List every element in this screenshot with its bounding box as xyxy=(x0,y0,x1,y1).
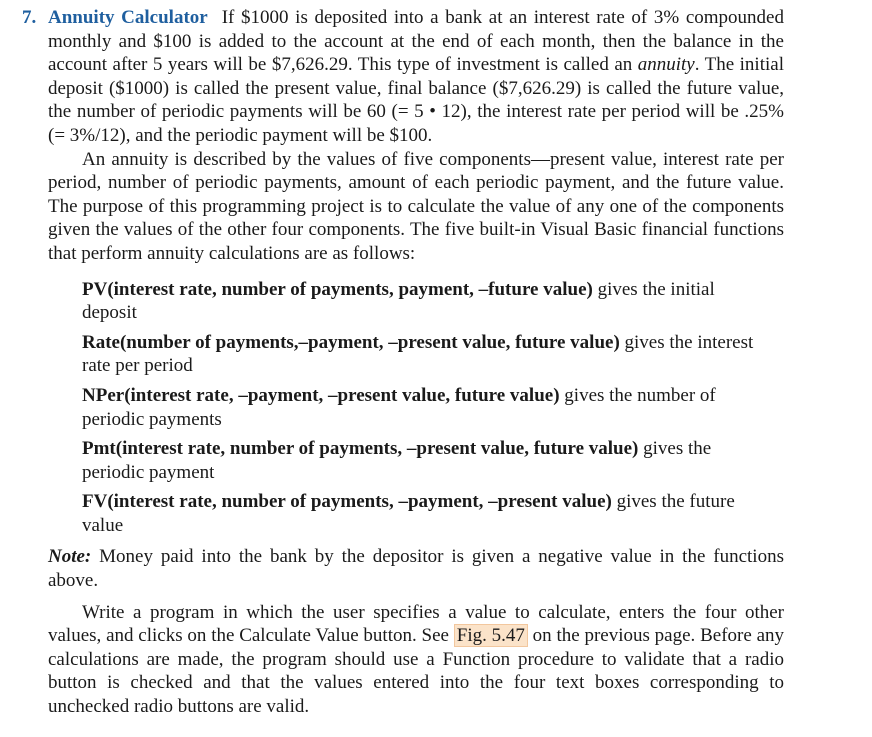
function-signature: PV(interest rate, number of payments, payment, –future value) xyxy=(82,278,593,300)
function-item-rate xyxy=(82,331,774,378)
assignment-text-1: Write a program in which the user specifies a value to calculate, enters the four other values, and clicks on the Calculate Value button. See xyxy=(48,601,784,647)
function-item-fv xyxy=(82,490,774,537)
function-signature: Pmt(interest rate, number of payments, –present value, future value) xyxy=(82,438,639,460)
function-description: gives the initial deposit xyxy=(82,278,715,324)
note-text: Money paid into the bank by the depositor is given a negative value in the functions above. xyxy=(48,546,784,592)
annuity-term: annuity xyxy=(637,54,695,76)
function-description: gives the periodic payment xyxy=(82,438,712,483)
note-label: Note: xyxy=(48,546,92,568)
note-paragraph xyxy=(48,545,784,592)
assignment-paragraph xyxy=(48,601,784,719)
intro-text-2: . The initial deposit ($1000) is called the present value, final balance ($7,626.29) is called the future value, the number of periodic payments will be 60 (= 5 • 12), the interest rate per period will be .25% (= 3%/12), and the periodic payment will be $100. xyxy=(48,54,784,146)
function-signature: FV(interest rate, number of payments, –payment, –present value) xyxy=(82,491,612,513)
function-signature: Rate(number of payments,–payment, –present value, future value) xyxy=(82,331,620,353)
function-list xyxy=(82,278,774,538)
function-description: gives the interest rate per period xyxy=(82,331,754,377)
function-description: gives the future value xyxy=(82,491,735,536)
components-paragraph: An annuity is described by the values of five components—present value, interest rate per period, number of periodic payments, amount of each periodic payment, and the future value. The purpose of this programming project is to calculate the value of any one of the components given the values of the other four components. The five built-in Visual Basic financial functions that perform annuity calculations are as follows: xyxy=(48,148,784,264)
assignment-text-2: on the previous page. Before any calculations are made, the program should use a Function procedure to validate that a radio button is checked and that the values entered into the four text boxes corresponding to unchecked radio buttons are valid. xyxy=(48,625,785,718)
function-item-pmt xyxy=(82,437,774,484)
figure-reference-link[interactable]: Fig. 5.47 xyxy=(454,624,528,647)
problem-title: Annuity Calculator xyxy=(48,7,208,28)
function-item-nper xyxy=(82,384,774,431)
function-description: gives the number of periodic payments xyxy=(82,384,716,430)
intro-paragraph xyxy=(22,6,784,148)
function-item-pv xyxy=(82,278,774,325)
function-signature: NPer(interest rate, –payment, –present value, future value) xyxy=(82,384,560,406)
problem-number: 7. xyxy=(22,7,37,28)
intro-text-1: If $1000 is deposited into a bank at an interest rate of 3% compounded monthly and $100 is added to the account at the end of each month, then the balance in the account after 5 years will be $7,626.29. This type of investment is called an xyxy=(48,7,784,76)
